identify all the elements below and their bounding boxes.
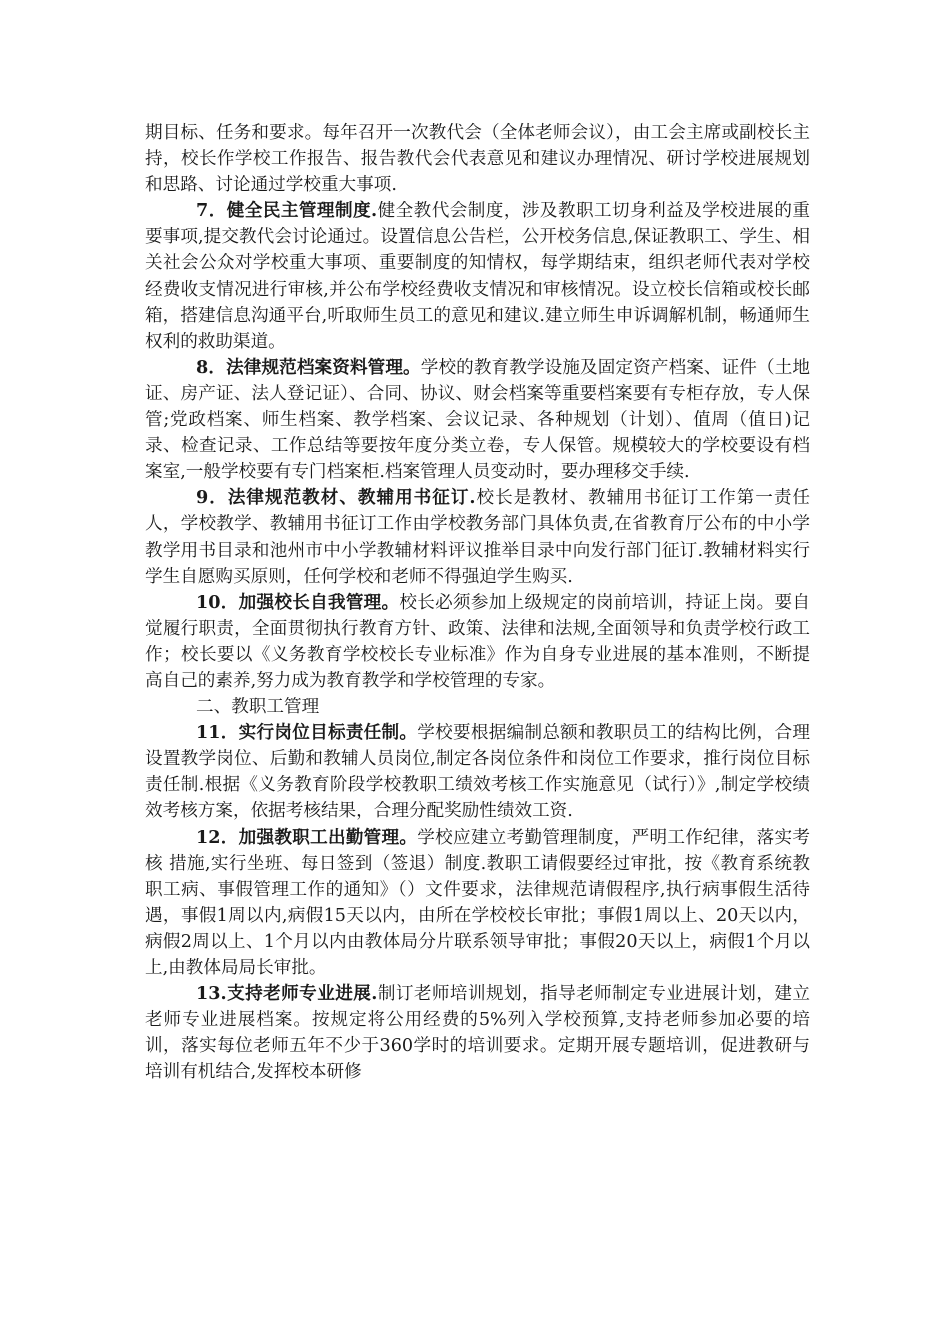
paragraph-body: 学校应建立考勤管理制度，严明工作纪律，落实考核 措施,实行坐班、每日签到（签退）制度.教职工请假要经过审批，按《教育系统教职工病、事假管理工作的通知》（）文件要求，法律规范请假程序,执行病事假生活待遇，事假1周以内,病假15天以内，由所在学校校长审批；事假1周以上、20天以内，病假2周以上、1个月以内由教体局分片联系领导审批；事假20天以上，病假1个月以上,由教体局局长审批。 bbox=[145, 827, 810, 978]
paragraph-item-11 bbox=[145, 720, 810, 824]
paragraph-body: 学校要根据编制总额和教职员工的结构比例，合理设置教学岗位、后勤和教辅人员岗位,制定各岗位条件和岗位工作要求，推行岗位目标责任制.根据《义务教育阶段学校教职工绩效考核工作实施意见（试行）》,制定学校绩效考核方案，依据考核结果，合理分配奖励性绩效工资. bbox=[145, 723, 810, 822]
paragraph-heading: 7．健全民主管理制度. bbox=[196, 200, 378, 222]
paragraph-heading: 13.支持老师专业进展. bbox=[196, 983, 378, 1005]
document-page bbox=[145, 120, 810, 1085]
paragraph-heading: 10．加强校长自我管理。 bbox=[196, 591, 400, 613]
paragraph-body: 校长必须参加上级规定的岗前培训，持证上岗。要自觉履行职责，全面贯彻执行教育方针、政策、法律和法规,全面领导和负责学校行政工作；校长要以《义务教育学校校长专业标准》作为自身专业进展的基本准则，不断提高自己的素养,努力成为教育教学和学校管理的专家。 bbox=[145, 592, 810, 691]
paragraph-body: 制订老师培训规划，指导老师制定专业进展计划，建立老师专业进展档案。按规定将公用经费的5%列入学校预算,支持老师参加必要的培训，落实每位老师五年不少于360学时的培训要求。定期开展专题培训，促进教研与培训有机结合,发挥校本研修 bbox=[145, 984, 810, 1083]
paragraph-heading: 12．加强教职工出勤管理。 bbox=[196, 826, 418, 848]
section-title: 二、教职工管理 bbox=[196, 697, 320, 718]
paragraph-heading: 11．实行岗位目标责任制。 bbox=[196, 722, 418, 744]
paragraph-body: 校长是教材、教辅用书征订工作第一责任人，学校教学、教辅用书征订工作由学校教务部门具体负责,在省教育厅公布的中小学教学用书目录和池州市中小学教辅材料评议推举目录中向发行部门征订.教辅材料实行学生自愿购买原则，任何学校和老师不得强迫学生购买. bbox=[145, 488, 810, 587]
paragraph-body: 健全教代会制度，涉及教职工切身利益及学校进展的重要事项,提交教代会讨论通过。设置信息公告栏，公开校务信息,保证教职工、学生、相关社会公众对学校重大事项、重要制度的知情权，每学期结束，组织老师代表对学校经费收支情况进行审核,并公布学校经费收支情况和审核情况。设立校长信箱或校长邮箱，搭建信息沟通平台,听取师生员工的意见和建议.建立师生申诉调解机制，畅通师生权利的救助渠道。 bbox=[145, 201, 810, 352]
paragraph-item-9 bbox=[145, 485, 810, 589]
paragraph-intro bbox=[145, 120, 810, 198]
paragraph-body: 学校的教育教学设施及固定资产档案、证件（土地证、房产证、法人登记证）、合同、协议、财会档案等重要档案要有专柜存放，专人保管;党政档案、师生档案、教学档案、会议记录、各种规划（计划）、值周（值日)记录、检查记录、工作总结等要按年度分类立卷，专人保管。规模较大的学校要设有档案室,一般学校要有专门档案柜.档案管理人员变动时，要办理移交手续. bbox=[145, 357, 810, 483]
paragraph-item-7 bbox=[145, 198, 810, 355]
paragraph-item-8 bbox=[145, 355, 810, 485]
paragraph-item-13 bbox=[145, 981, 810, 1085]
paragraph-item-12 bbox=[145, 825, 810, 982]
paragraph-body: 期目标、任务和要求。每年召开一次教代会（全体老师会议），由工会主席或副校长主持，校长作学校工作报告、报告教代会代表意见和建议办理情况、研讨学校进展规划和思路、讨论通过学校重大事项. bbox=[145, 123, 810, 196]
paragraph-item-10 bbox=[145, 590, 810, 694]
paragraph-heading: 8．法律规范档案资料管理。 bbox=[196, 356, 421, 378]
paragraph-heading: 9．法律规范教材、教辅用书征订. bbox=[196, 487, 476, 509]
section-heading bbox=[145, 694, 810, 720]
